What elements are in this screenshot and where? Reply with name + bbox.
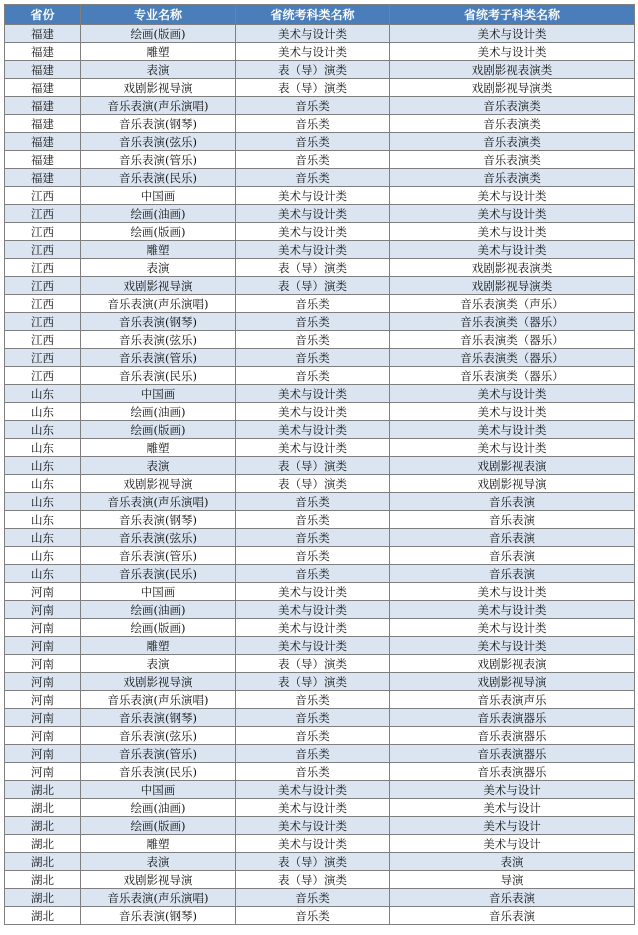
cell-exam-subcategory: 导演	[390, 871, 635, 889]
cell-exam-subcategory: 戏剧影视导演类	[390, 79, 635, 97]
table-row	[5, 817, 635, 835]
cell-major-name: 音乐表演(管乐)	[81, 151, 236, 169]
cell-major-name: 戏剧影视导演	[81, 871, 236, 889]
table-row	[5, 727, 635, 745]
cell-province: 湖北	[5, 799, 81, 817]
cell-major-name: 音乐表演(声乐演唱)	[81, 691, 236, 709]
table-row	[5, 403, 635, 421]
cell-major-name: 雕塑	[81, 241, 236, 259]
table-row	[5, 835, 635, 853]
cell-exam-category: 美术与设计类	[236, 421, 390, 439]
cell-exam-category: 音乐类	[236, 691, 390, 709]
cell-major-name: 音乐表演(钢琴)	[81, 907, 236, 925]
cell-major-name: 雕塑	[81, 835, 236, 853]
cell-exam-subcategory: 美术与设计类	[390, 223, 635, 241]
cell-exam-subcategory: 音乐表演	[390, 493, 635, 511]
cell-exam-subcategory: 音乐表演类（器乐）	[390, 331, 635, 349]
table-row	[5, 781, 635, 799]
cell-exam-category: 美术与设计类	[236, 637, 390, 655]
cell-major-name: 戏剧影视导演	[81, 673, 236, 691]
cell-province: 福建	[5, 151, 81, 169]
cell-province: 福建	[5, 25, 81, 43]
cell-exam-subcategory: 美术与设计类	[390, 601, 635, 619]
table-row	[5, 511, 635, 529]
cell-province: 福建	[5, 133, 81, 151]
cell-exam-category: 美术与设计类	[236, 241, 390, 259]
cell-province: 河南	[5, 745, 81, 763]
cell-province: 湖北	[5, 871, 81, 889]
cell-province: 河南	[5, 691, 81, 709]
table-row	[5, 799, 635, 817]
cell-major-name: 音乐表演(钢琴)	[81, 115, 236, 133]
table-row	[5, 367, 635, 385]
cell-exam-category: 音乐类	[236, 313, 390, 331]
cell-major-name: 音乐表演(弦乐)	[81, 529, 236, 547]
table-row	[5, 763, 635, 781]
cell-province: 山东	[5, 493, 81, 511]
table-row	[5, 619, 635, 637]
cell-major-name: 雕塑	[81, 439, 236, 457]
cell-major-name: 音乐表演(民乐)	[81, 169, 236, 187]
cell-province: 河南	[5, 763, 81, 781]
cell-exam-subcategory: 音乐表演	[390, 511, 635, 529]
cell-major-name: 绘画(油画)	[81, 601, 236, 619]
cell-exam-subcategory: 美术与设计类	[390, 637, 635, 655]
cell-province: 河南	[5, 727, 81, 745]
table-body	[5, 25, 635, 925]
cell-major-name: 音乐表演(弦乐)	[81, 133, 236, 151]
cell-exam-category: 表（导）演类	[236, 457, 390, 475]
table-row	[5, 349, 635, 367]
cell-exam-subcategory: 戏剧影视表演类	[390, 61, 635, 79]
cell-exam-subcategory: 美术与设计	[390, 781, 635, 799]
table-row	[5, 187, 635, 205]
table-row	[5, 583, 635, 601]
cell-major-name: 戏剧影视导演	[81, 79, 236, 97]
table-row	[5, 475, 635, 493]
cell-major-name: 音乐表演(管乐)	[81, 547, 236, 565]
cell-exam-category: 音乐类	[236, 295, 390, 313]
cell-exam-subcategory: 美术与设计类	[390, 241, 635, 259]
cell-exam-category: 音乐类	[236, 331, 390, 349]
table-row	[5, 115, 635, 133]
cell-exam-category: 音乐类	[236, 763, 390, 781]
cell-exam-category: 音乐类	[236, 367, 390, 385]
table-row	[5, 133, 635, 151]
table-row	[5, 61, 635, 79]
cell-province: 河南	[5, 709, 81, 727]
cell-exam-category: 音乐类	[236, 727, 390, 745]
cell-province: 山东	[5, 457, 81, 475]
cell-major-name: 绘画(版画)	[81, 619, 236, 637]
cell-exam-subcategory: 戏剧影视导演	[390, 475, 635, 493]
cell-exam-subcategory: 音乐表演器乐	[390, 727, 635, 745]
cell-exam-category: 美术与设计类	[236, 385, 390, 403]
cell-major-name: 绘画(油画)	[81, 799, 236, 817]
cell-exam-category: 美术与设计类	[236, 187, 390, 205]
table-row	[5, 871, 635, 889]
table-row	[5, 295, 635, 313]
cell-exam-category: 美术与设计类	[236, 25, 390, 43]
cell-province: 山东	[5, 403, 81, 421]
cell-exam-category: 音乐类	[236, 97, 390, 115]
table-row	[5, 709, 635, 727]
table-row	[5, 853, 635, 871]
cell-province: 湖北	[5, 781, 81, 799]
cell-province: 江西	[5, 241, 81, 259]
cell-exam-subcategory: 美术与设计类	[390, 583, 635, 601]
cell-major-name: 音乐表演(钢琴)	[81, 709, 236, 727]
cell-province: 江西	[5, 223, 81, 241]
table-row	[5, 169, 635, 187]
cell-province: 河南	[5, 601, 81, 619]
cell-exam-category: 表（导）演类	[236, 871, 390, 889]
cell-exam-subcategory: 美术与设计类	[390, 619, 635, 637]
cell-major-name: 音乐表演(声乐演唱)	[81, 295, 236, 313]
cell-exam-subcategory: 音乐表演类（器乐）	[390, 367, 635, 385]
cell-exam-subcategory: 音乐表演类	[390, 115, 635, 133]
major-category-table	[4, 4, 635, 925]
cell-province: 湖北	[5, 889, 81, 907]
table-row	[5, 547, 635, 565]
cell-exam-category: 表（导）演类	[236, 277, 390, 295]
table-row	[5, 241, 635, 259]
cell-exam-subcategory: 音乐表演声乐	[390, 691, 635, 709]
cell-major-name: 音乐表演(民乐)	[81, 565, 236, 583]
cell-province: 江西	[5, 331, 81, 349]
cell-province: 福建	[5, 79, 81, 97]
table-row	[5, 691, 635, 709]
cell-exam-category: 音乐类	[236, 907, 390, 925]
cell-province: 江西	[5, 295, 81, 313]
cell-exam-category: 表（导）演类	[236, 853, 390, 871]
cell-exam-subcategory: 音乐表演	[390, 565, 635, 583]
cell-province: 湖北	[5, 817, 81, 835]
cell-exam-category: 美术与设计类	[236, 439, 390, 457]
table-row	[5, 151, 635, 169]
table-row	[5, 601, 635, 619]
cell-province: 山东	[5, 565, 81, 583]
cell-major-name: 音乐表演(弦乐)	[81, 331, 236, 349]
cell-exam-subcategory: 美术与设计	[390, 799, 635, 817]
cell-exam-category: 音乐类	[236, 133, 390, 151]
header-exam-subcategory: 省统考子科类名称	[390, 5, 635, 25]
cell-major-name: 音乐表演(民乐)	[81, 763, 236, 781]
cell-exam-subcategory: 戏剧影视导演	[390, 673, 635, 691]
cell-exam-subcategory: 美术与设计类	[390, 187, 635, 205]
cell-major-name: 绘画(版画)	[81, 223, 236, 241]
cell-exam-category: 音乐类	[236, 745, 390, 763]
header-exam-category: 省统考科类名称	[236, 5, 390, 25]
cell-major-name: 音乐表演(声乐演唱)	[81, 97, 236, 115]
cell-exam-category: 音乐类	[236, 889, 390, 907]
cell-major-name: 音乐表演(声乐演唱)	[81, 889, 236, 907]
cell-exam-subcategory: 音乐表演器乐	[390, 763, 635, 781]
cell-major-name: 中国画	[81, 187, 236, 205]
cell-province: 江西	[5, 187, 81, 205]
table-row	[5, 565, 635, 583]
cell-exam-category: 美术与设计类	[236, 835, 390, 853]
table-header	[5, 5, 635, 25]
cell-province: 山东	[5, 511, 81, 529]
cell-province: 江西	[5, 277, 81, 295]
cell-exam-category: 音乐类	[236, 349, 390, 367]
cell-exam-category: 音乐类	[236, 511, 390, 529]
cell-exam-category: 音乐类	[236, 115, 390, 133]
cell-major-name: 音乐表演(管乐)	[81, 745, 236, 763]
header-row	[5, 5, 635, 25]
cell-exam-subcategory: 音乐表演类	[390, 133, 635, 151]
cell-exam-subcategory: 美术与设计类	[390, 205, 635, 223]
cell-exam-subcategory: 美术与设计类	[390, 439, 635, 457]
cell-exam-subcategory: 戏剧影视表演	[390, 457, 635, 475]
cell-major-name: 表演	[81, 259, 236, 277]
cell-province: 福建	[5, 97, 81, 115]
table-row	[5, 637, 635, 655]
cell-exam-category: 表（导）演类	[236, 259, 390, 277]
cell-major-name: 戏剧影视导演	[81, 475, 236, 493]
cell-major-name: 音乐表演(民乐)	[81, 367, 236, 385]
cell-province: 江西	[5, 367, 81, 385]
table-row	[5, 313, 635, 331]
cell-exam-subcategory: 美术与设计类	[390, 43, 635, 61]
cell-exam-category: 美术与设计类	[236, 619, 390, 637]
cell-exam-category: 美术与设计类	[236, 403, 390, 421]
cell-major-name: 绘画(油画)	[81, 403, 236, 421]
table-row	[5, 529, 635, 547]
cell-province: 山东	[5, 475, 81, 493]
cell-exam-subcategory: 音乐表演类（声乐）	[390, 295, 635, 313]
header-major-name: 专业名称	[81, 5, 236, 25]
cell-exam-subcategory: 音乐表演类	[390, 169, 635, 187]
cell-major-name: 音乐表演(声乐演唱)	[81, 493, 236, 511]
cell-province: 江西	[5, 313, 81, 331]
cell-major-name: 音乐表演(弦乐)	[81, 727, 236, 745]
cell-exam-subcategory: 音乐表演类（器乐）	[390, 313, 635, 331]
cell-province: 福建	[5, 115, 81, 133]
table-row	[5, 745, 635, 763]
cell-major-name: 中国画	[81, 781, 236, 799]
cell-exam-category: 美术与设计类	[236, 781, 390, 799]
table-row	[5, 277, 635, 295]
table-row	[5, 205, 635, 223]
cell-major-name: 表演	[81, 655, 236, 673]
cell-exam-subcategory: 音乐表演	[390, 907, 635, 925]
cell-exam-subcategory: 美术与设计类	[390, 421, 635, 439]
table-row	[5, 907, 635, 925]
header-province: 省份	[5, 5, 81, 25]
cell-exam-subcategory: 戏剧影视表演	[390, 655, 635, 673]
table-row	[5, 421, 635, 439]
table-row	[5, 223, 635, 241]
cell-exam-category: 美术与设计类	[236, 799, 390, 817]
cell-province: 江西	[5, 349, 81, 367]
cell-exam-category: 美术与设计类	[236, 205, 390, 223]
cell-exam-subcategory: 美术与设计类	[390, 25, 635, 43]
cell-exam-category: 音乐类	[236, 709, 390, 727]
cell-exam-category: 音乐类	[236, 565, 390, 583]
table-row	[5, 493, 635, 511]
cell-exam-category: 美术与设计类	[236, 223, 390, 241]
cell-province: 山东	[5, 529, 81, 547]
cell-major-name: 雕塑	[81, 637, 236, 655]
table-row	[5, 25, 635, 43]
cell-exam-subcategory: 美术与设计	[390, 817, 635, 835]
cell-exam-subcategory: 音乐表演	[390, 889, 635, 907]
cell-province: 湖北	[5, 835, 81, 853]
cell-exam-category: 表（导）演类	[236, 61, 390, 79]
cell-major-name: 绘画(版画)	[81, 817, 236, 835]
table-row	[5, 97, 635, 115]
cell-exam-category: 音乐类	[236, 493, 390, 511]
cell-exam-category: 美术与设计类	[236, 601, 390, 619]
cell-exam-subcategory: 音乐表演	[390, 529, 635, 547]
cell-province: 福建	[5, 43, 81, 61]
cell-major-name: 音乐表演(钢琴)	[81, 313, 236, 331]
table-row	[5, 43, 635, 61]
cell-exam-subcategory: 戏剧影视表演类	[390, 259, 635, 277]
cell-exam-category: 音乐类	[236, 151, 390, 169]
cell-major-name: 表演	[81, 457, 236, 475]
cell-province: 山东	[5, 385, 81, 403]
cell-exam-category: 美术与设计类	[236, 817, 390, 835]
cell-province: 江西	[5, 205, 81, 223]
cell-exam-category: 美术与设计类	[236, 43, 390, 61]
cell-province: 山东	[5, 421, 81, 439]
cell-major-name: 表演	[81, 853, 236, 871]
cell-major-name: 音乐表演(管乐)	[81, 349, 236, 367]
table-row	[5, 439, 635, 457]
table-row	[5, 79, 635, 97]
table-row	[5, 889, 635, 907]
cell-exam-category: 表（导）演类	[236, 79, 390, 97]
cell-province: 湖北	[5, 853, 81, 871]
cell-exam-category: 音乐类	[236, 529, 390, 547]
cell-exam-category: 表（导）演类	[236, 475, 390, 493]
cell-province: 河南	[5, 673, 81, 691]
cell-exam-subcategory: 音乐表演	[390, 547, 635, 565]
cell-exam-category: 表（导）演类	[236, 655, 390, 673]
cell-exam-subcategory: 音乐表演类（器乐）	[390, 349, 635, 367]
cell-major-name: 绘画(版画)	[81, 25, 236, 43]
table-row	[5, 457, 635, 475]
cell-major-name: 绘画(版画)	[81, 421, 236, 439]
cell-province: 河南	[5, 655, 81, 673]
cell-major-name: 表演	[81, 61, 236, 79]
table-row	[5, 673, 635, 691]
cell-province: 河南	[5, 619, 81, 637]
cell-exam-subcategory: 音乐表演器乐	[390, 709, 635, 727]
cell-major-name: 中国画	[81, 385, 236, 403]
cell-exam-subcategory: 戏剧影视导演类	[390, 277, 635, 295]
cell-exam-subcategory: 音乐表演器乐	[390, 745, 635, 763]
cell-major-name: 绘画(油画)	[81, 205, 236, 223]
table-row	[5, 385, 635, 403]
table-row	[5, 331, 635, 349]
cell-province: 福建	[5, 61, 81, 79]
table-row	[5, 259, 635, 277]
cell-exam-subcategory: 音乐表演类	[390, 97, 635, 115]
cell-major-name: 雕塑	[81, 43, 236, 61]
cell-exam-category: 音乐类	[236, 547, 390, 565]
cell-major-name: 戏剧影视导演	[81, 277, 236, 295]
cell-province: 江西	[5, 259, 81, 277]
table-row	[5, 655, 635, 673]
cell-major-name: 音乐表演(钢琴)	[81, 511, 236, 529]
cell-major-name: 中国画	[81, 583, 236, 601]
cell-province: 山东	[5, 439, 81, 457]
cell-exam-subcategory: 音乐表演类	[390, 151, 635, 169]
cell-exam-subcategory: 美术与设计	[390, 835, 635, 853]
cell-exam-category: 表（导）演类	[236, 673, 390, 691]
cell-province: 河南	[5, 583, 81, 601]
cell-exam-category: 美术与设计类	[236, 583, 390, 601]
cell-exam-category: 音乐类	[236, 169, 390, 187]
cell-province: 河南	[5, 637, 81, 655]
cell-exam-subcategory: 美术与设计类	[390, 403, 635, 421]
cell-exam-subcategory: 美术与设计类	[390, 385, 635, 403]
cell-province: 山东	[5, 547, 81, 565]
cell-exam-subcategory: 表演	[390, 853, 635, 871]
cell-province: 福建	[5, 169, 81, 187]
cell-province: 湖北	[5, 907, 81, 925]
